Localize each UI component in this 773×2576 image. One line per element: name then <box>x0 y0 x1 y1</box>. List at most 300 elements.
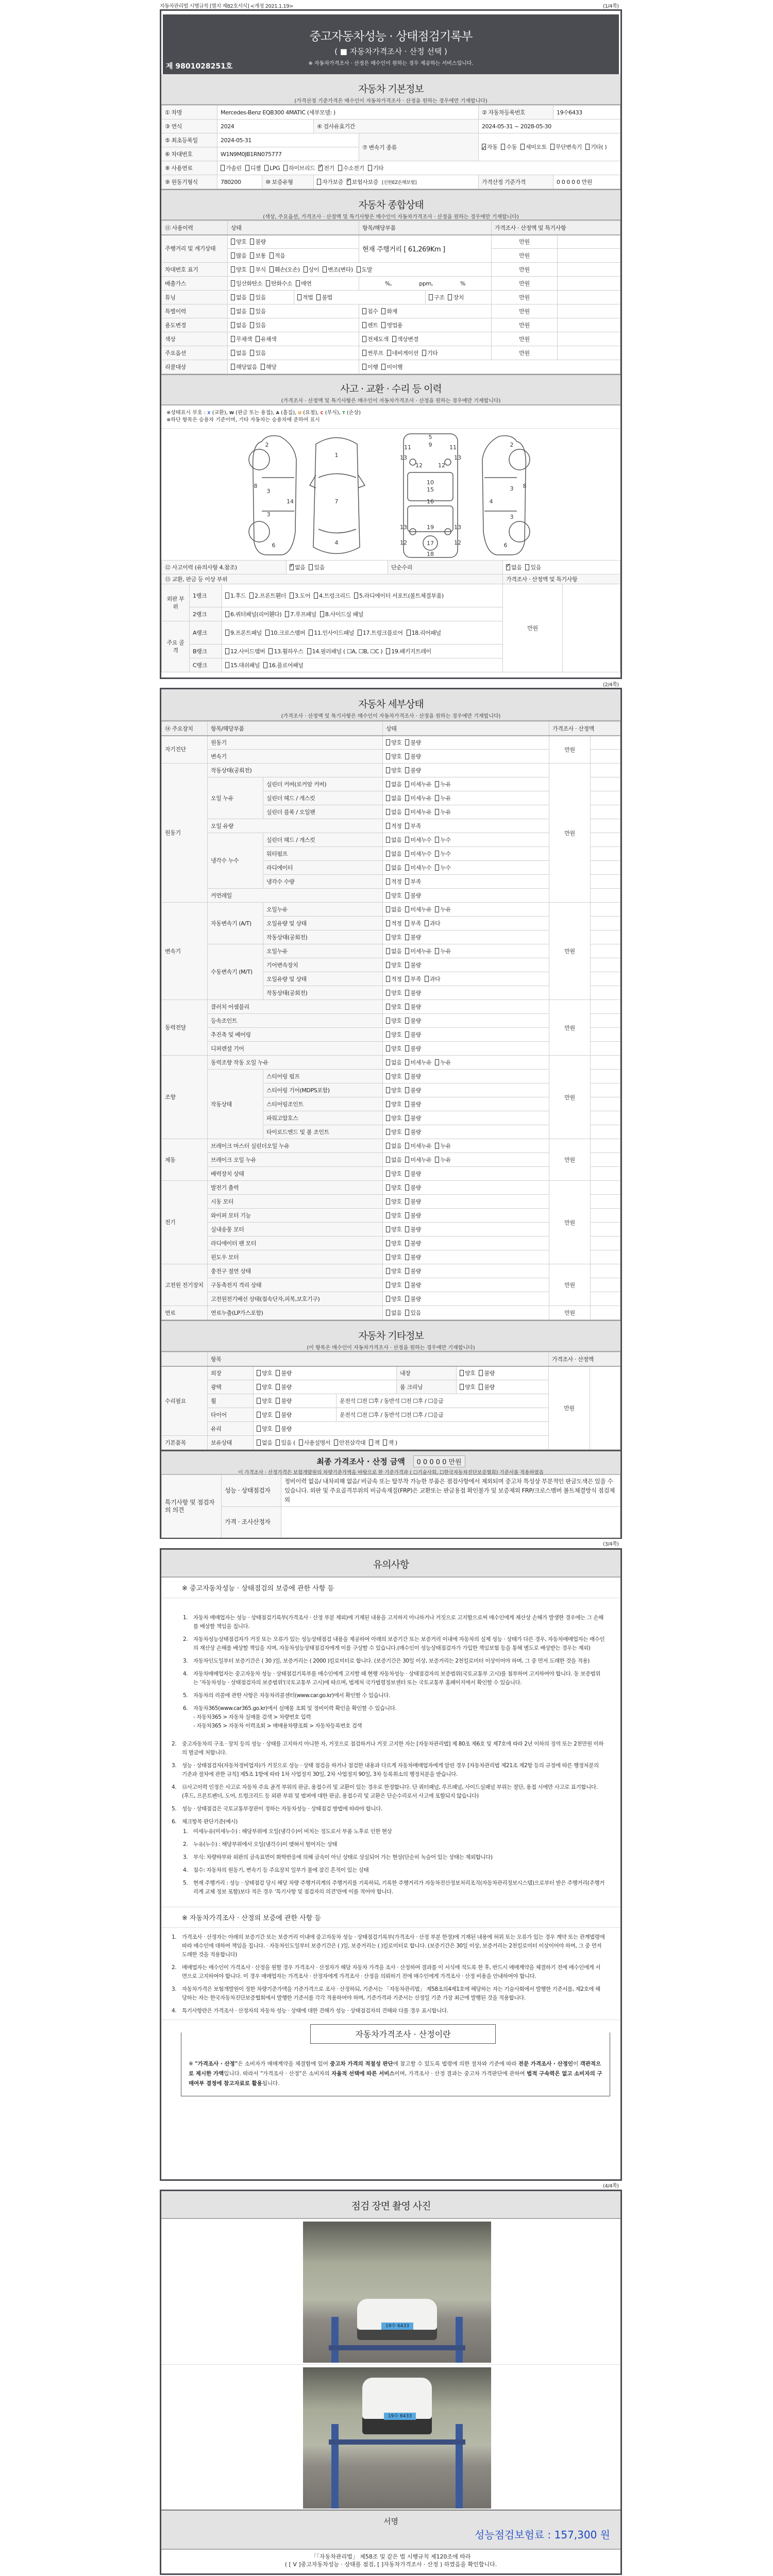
checkbox[interactable] <box>357 266 361 273</box>
checkbox[interactable] <box>405 739 409 745</box>
checkbox-option[interactable]: 해당없음 <box>231 363 257 371</box>
checkbox[interactable] <box>405 906 409 912</box>
checkbox-option[interactable]: 불량 <box>405 1183 421 1192</box>
checkbox[interactable] <box>250 266 254 273</box>
checkbox[interactable] <box>386 920 390 926</box>
checkbox-option[interactable]: 부식 <box>250 265 265 274</box>
checkbox[interactable] <box>231 350 235 356</box>
part-option[interactable]: 16.플로어패널 <box>263 662 303 669</box>
checkbox-option[interactable]: 자가보증 <box>317 178 343 186</box>
checkbox-option[interactable]: 불량 <box>405 933 421 941</box>
checkbox-option[interactable]: 누유 <box>435 794 450 802</box>
checkbox[interactable] <box>425 920 429 926</box>
checkbox[interactable] <box>386 976 390 982</box>
note-cell[interactable] <box>591 1292 620 1306</box>
part-option[interactable]: 11.인사이드패널 <box>309 629 354 637</box>
part-option[interactable]: 17.트렁크플로어 <box>358 629 403 637</box>
checkbox[interactable] <box>231 364 235 370</box>
checkbox[interactable] <box>225 611 229 617</box>
checkbox-option[interactable]: 렌트 <box>362 321 378 329</box>
checkbox[interactable] <box>276 1384 280 1390</box>
checkbox-option[interactable]: 잭 <box>369 1438 379 1447</box>
checkbox[interactable] <box>386 753 390 759</box>
checkbox-option[interactable]: 불량 <box>405 766 421 774</box>
note-cell[interactable] <box>591 944 620 958</box>
checkbox-option[interactable]: 불량 <box>405 1225 421 1233</box>
checkbox-option[interactable]: 있음 ( <box>276 1438 295 1447</box>
checkbox[interactable] <box>307 648 311 654</box>
checkbox-option[interactable]: 양호 <box>231 265 246 274</box>
checkbox[interactable] <box>405 837 409 843</box>
checkbox-option[interactable]: 있음 <box>250 307 265 315</box>
checkbox[interactable] <box>386 1129 390 1135</box>
checkbox[interactable] <box>338 165 342 171</box>
checkbox[interactable] <box>386 1240 390 1246</box>
note-cell[interactable] <box>591 1181 620 1195</box>
checkbox-option[interactable]: 적정 <box>386 975 401 983</box>
checkbox-option[interactable]: ✓ 전기 <box>318 164 334 172</box>
checkbox-option[interactable]: 영업용 <box>381 321 402 329</box>
checkbox-option[interactable]: 없음 <box>386 905 401 913</box>
checkbox[interactable] <box>264 165 268 171</box>
checkbox[interactable] <box>405 1045 409 1052</box>
checkbox[interactable] <box>405 1143 409 1149</box>
note-cell[interactable] <box>591 736 620 750</box>
note-cell[interactable] <box>591 1264 620 1278</box>
checkbox[interactable] <box>323 266 327 273</box>
checkbox[interactable] <box>231 266 235 273</box>
note-cell[interactable] <box>591 903 620 917</box>
checkbox-option[interactable]: 양호 <box>231 238 246 246</box>
checkbox[interactable] <box>405 1184 409 1191</box>
checkbox[interactable] <box>405 1004 409 1010</box>
note-cell[interactable] <box>591 777 620 791</box>
checkbox[interactable] <box>405 1268 409 1274</box>
checkbox-option[interactable]: 불량 <box>276 1397 291 1405</box>
checkbox-option[interactable]: 누유 <box>435 780 450 788</box>
checkbox-option[interactable]: 미세누유 <box>405 794 431 802</box>
checkbox[interactable] <box>405 892 409 899</box>
checkbox[interactable] <box>270 252 274 259</box>
checkbox[interactable] <box>422 350 426 356</box>
checkbox[interactable] <box>266 280 270 286</box>
checkbox[interactable] <box>386 1059 390 1065</box>
checkbox[interactable] <box>405 1157 409 1163</box>
checkbox[interactable] <box>386 648 390 654</box>
note-cell[interactable] <box>558 291 620 304</box>
note-cell[interactable] <box>591 764 620 777</box>
checkbox-option[interactable]: 매연 <box>296 279 311 287</box>
checkbox[interactable] <box>386 1087 390 1093</box>
checkbox[interactable] <box>405 851 409 857</box>
checkbox-option[interactable]: 적정 <box>386 877 401 886</box>
checkbox-option[interactable]: 불량 <box>276 1425 291 1433</box>
checkbox[interactable] <box>405 1073 409 1079</box>
checkbox-option[interactable]: 양호 <box>386 1044 401 1053</box>
checkbox-option[interactable]: ✓ 없음 <box>290 563 305 571</box>
checkbox-option[interactable]: 있음 <box>250 293 265 301</box>
note-cell[interactable] <box>558 304 620 318</box>
part-option[interactable]: 7.루프패널 <box>285 611 316 618</box>
checkbox-option[interactable]: 유채색 <box>256 335 277 343</box>
checkbox[interactable] <box>386 1157 390 1163</box>
checkbox[interactable] <box>405 823 409 829</box>
checkbox-option[interactable]: 양호 <box>386 1239 401 1247</box>
checkbox-option[interactable]: ✓ 보험사보증 <box>347 178 378 186</box>
checkbox[interactable] <box>381 364 385 370</box>
checkbox-option[interactable]: 양호 <box>386 1072 401 1080</box>
checkbox-option[interactable]: 미세누유 <box>405 947 431 955</box>
checkbox[interactable] <box>386 795 390 801</box>
checkbox-option[interactable]: 부족 <box>405 822 421 830</box>
checkbox[interactable] <box>250 308 254 314</box>
checkbox-option[interactable]: 미세누유 <box>405 1142 431 1150</box>
checkbox-option[interactable]: 누유 <box>435 1058 450 1066</box>
checkbox[interactable] <box>283 165 288 171</box>
checkbox[interactable] <box>405 1059 409 1065</box>
checkbox[interactable] <box>309 630 313 636</box>
checkbox[interactable] <box>369 1439 373 1446</box>
note-cell[interactable] <box>591 1278 620 1292</box>
checkbox-option[interactable]: 탄화수소 <box>266 279 292 287</box>
checkbox-option[interactable]: 미세누수 <box>405 836 431 844</box>
checkbox[interactable] <box>405 767 409 773</box>
checkbox[interactable] <box>225 648 229 654</box>
note-cell[interactable] <box>591 1014 620 1028</box>
checkbox-option[interactable]: 네비게이션 <box>387 349 418 357</box>
checkbox[interactable] <box>250 252 254 259</box>
checkbox[interactable] <box>362 322 366 328</box>
checkbox-option[interactable]: 화재 <box>381 307 397 315</box>
checkbox[interactable] <box>405 1101 409 1107</box>
checkbox[interactable] <box>392 336 396 342</box>
checkbox-option[interactable]: 양호 <box>386 1281 401 1289</box>
checkbox[interactable] <box>405 990 409 996</box>
checkbox[interactable] <box>231 252 235 259</box>
checkbox[interactable] <box>386 781 390 787</box>
checkbox[interactable] <box>231 322 235 328</box>
checkbox[interactable] <box>386 1184 390 1191</box>
checkbox-option[interactable]: 없음 <box>231 307 246 315</box>
note-cell[interactable] <box>591 930 620 944</box>
note-cell[interactable] <box>591 819 620 833</box>
checkbox-option[interactable]: 부족 <box>405 975 421 983</box>
checkbox[interactable] <box>257 1384 261 1390</box>
checkbox[interactable] <box>318 165 323 171</box>
checkbox-option[interactable]: 변조(변타) <box>323 265 353 274</box>
part-option[interactable]: 19.패키지트레이 <box>386 648 431 655</box>
checkbox[interactable] <box>221 165 225 171</box>
checkbox[interactable] <box>358 630 362 636</box>
checkbox[interactable] <box>270 266 274 273</box>
checkbox-option[interactable]: 가솔린 <box>221 164 242 172</box>
checkbox-option[interactable]: 일산화탄소 <box>231 279 262 287</box>
checkbox[interactable] <box>276 1439 280 1446</box>
checkbox[interactable] <box>250 239 254 245</box>
checkbox[interactable] <box>381 308 385 314</box>
checkbox[interactable] <box>386 1296 390 1302</box>
checkbox[interactable] <box>425 976 429 982</box>
checkbox[interactable] <box>435 781 439 787</box>
checkbox-option[interactable]: 없음 <box>231 293 246 301</box>
checkbox-option[interactable]: 무단변속기 <box>550 142 582 153</box>
note-cell[interactable] <box>591 1236 620 1250</box>
checkbox[interactable] <box>386 837 390 843</box>
checkbox[interactable] <box>250 350 254 356</box>
note-cell[interactable] <box>591 805 620 819</box>
checkbox[interactable] <box>386 892 390 899</box>
part-option[interactable]: 9.프론트패널 <box>225 629 262 637</box>
checkbox-option[interactable]: 불량 <box>405 1197 421 1206</box>
checkbox[interactable] <box>304 266 308 273</box>
note-cell[interactable] <box>591 1209 620 1223</box>
checkbox-option[interactable]: 양호 <box>386 738 401 747</box>
checkbox[interactable] <box>520 144 525 150</box>
note-cell[interactable] <box>591 847 620 861</box>
checkbox[interactable] <box>386 1268 390 1274</box>
note-cell[interactable] <box>591 1167 620 1181</box>
checkbox-option[interactable]: 불법 <box>316 293 332 301</box>
note-cell[interactable] <box>563 584 620 672</box>
checkbox[interactable] <box>297 294 301 300</box>
checkbox-option[interactable]: ✓ 없음 <box>506 563 522 571</box>
checkbox-option[interactable]: 안전삼각대 <box>334 1438 365 1447</box>
checkbox-option[interactable]: 양호 <box>386 1197 401 1206</box>
checkbox-option[interactable]: 불량 <box>405 1253 421 1261</box>
note-cell[interactable] <box>591 1000 620 1014</box>
checkbox[interactable] <box>386 906 390 912</box>
checkbox[interactable] <box>316 294 321 300</box>
checkbox-option[interactable]: 수소전기 <box>338 164 364 172</box>
note-cell[interactable] <box>558 277 620 291</box>
checkbox-option[interactable]: 적법 <box>297 293 313 301</box>
checkbox-option[interactable]: 양호 <box>386 1225 401 1233</box>
checkbox[interactable] <box>386 878 390 885</box>
checkbox[interactable] <box>257 1426 261 1432</box>
note-cell[interactable] <box>558 249 620 263</box>
checkbox-option[interactable]: 누유 <box>435 808 450 816</box>
checkbox-option[interactable]: 불량 <box>405 1211 421 1219</box>
checkbox[interactable] <box>501 144 505 150</box>
checkbox-option[interactable]: 미세누유 <box>405 780 431 788</box>
checkbox[interactable] <box>296 280 300 286</box>
checkbox-option[interactable]: 없음 <box>257 1438 272 1447</box>
checkbox[interactable] <box>460 1370 464 1376</box>
checkbox-option[interactable]: 미세누수 <box>405 850 431 858</box>
checkbox[interactable] <box>386 865 390 871</box>
checkbox-option[interactable]: 불량 <box>405 1114 421 1122</box>
checkbox[interactable] <box>386 767 390 773</box>
part-option[interactable]: 8.사이드실 패널 <box>320 611 363 618</box>
checkbox[interactable] <box>386 823 390 829</box>
checkbox-option[interactable]: 없음 <box>386 947 401 955</box>
checkbox[interactable] <box>435 948 439 954</box>
checkbox-option[interactable]: 미이행 <box>381 363 402 371</box>
part-option[interactable]: 12.사이드멤버 <box>225 648 265 655</box>
checkbox[interactable] <box>585 144 590 150</box>
checkbox-option[interactable]: 양호 <box>257 1383 272 1391</box>
checkbox-option[interactable]: 부족 <box>405 919 421 927</box>
checkbox[interactable] <box>405 1115 409 1121</box>
checkbox[interactable] <box>257 1439 261 1446</box>
checkbox[interactable] <box>407 630 411 636</box>
checkbox[interactable] <box>386 962 390 968</box>
checkbox[interactable] <box>435 865 439 871</box>
checkbox[interactable] <box>386 1073 390 1079</box>
photo-image[interactable] <box>303 2367 491 2509</box>
checkbox-option[interactable]: 없음 <box>386 850 401 858</box>
checkbox-option[interactable]: 있음 <box>250 321 265 329</box>
checkbox[interactable] <box>405 1087 409 1093</box>
checkbox[interactable] <box>405 809 409 815</box>
checkbox[interactable] <box>386 1115 390 1121</box>
checkbox-option[interactable]: 불량 <box>405 1128 421 1136</box>
note-cell[interactable] <box>558 346 620 360</box>
checkbox[interactable] <box>231 308 235 314</box>
checkbox-option[interactable]: 없음 <box>386 863 401 872</box>
note-cell[interactable] <box>591 1153 620 1167</box>
checkbox[interactable] <box>276 1370 280 1376</box>
checkbox-option[interactable]: 훼손(오손) <box>270 265 300 274</box>
checkbox-option[interactable]: 양호 <box>386 961 401 969</box>
note-cell[interactable] <box>591 1097 620 1111</box>
checkbox-option[interactable]: 불량 <box>276 1383 291 1391</box>
checkbox[interactable] <box>265 630 270 636</box>
checkbox[interactable] <box>435 851 439 857</box>
note-cell[interactable] <box>591 1083 620 1097</box>
checkbox-option[interactable]: 불량 <box>405 891 421 900</box>
note-cell[interactable] <box>591 1223 620 1236</box>
checkbox-option[interactable]: 양호 <box>386 1128 401 1136</box>
checkbox-option[interactable]: 있음 <box>525 563 541 571</box>
checkbox-option[interactable]: 기타 <box>422 349 438 357</box>
checkbox-option[interactable]: LPG <box>264 165 280 172</box>
checkbox[interactable] <box>245 165 249 171</box>
checkbox-option[interactable]: 없음 <box>386 1309 401 1317</box>
checkbox[interactable] <box>387 350 391 356</box>
checkbox-option[interactable]: 보통 <box>250 251 265 260</box>
note-cell[interactable] <box>591 1125 620 1139</box>
checkbox-option[interactable]: 불량 <box>405 1100 421 1108</box>
part-option[interactable]: 13.휠하우스 <box>268 648 303 655</box>
photo-image[interactable] <box>303 2222 491 2363</box>
checkbox[interactable] <box>334 1439 338 1446</box>
checkbox[interactable] <box>290 564 294 570</box>
checkbox[interactable] <box>479 1370 483 1376</box>
checkbox[interactable] <box>386 1004 390 1010</box>
checkbox-option[interactable]: 불량 <box>276 1411 291 1419</box>
checkbox[interactable] <box>550 144 554 150</box>
checkbox-option[interactable]: 누수 <box>435 863 450 872</box>
checkbox-option[interactable]: 양호 <box>386 766 401 774</box>
checkbox[interactable] <box>249 592 254 599</box>
checkbox-option[interactable]: 양호 <box>386 1086 401 1094</box>
note-cell[interactable] <box>591 1028 620 1042</box>
part-option[interactable]: 5.라디에이터 서포트(볼트체결부품) <box>354 592 444 600</box>
checkbox-option[interactable]: 적음 <box>270 251 285 260</box>
checkbox[interactable] <box>386 1045 390 1052</box>
checkbox-option[interactable]: 불량 <box>276 1369 291 1377</box>
checkbox[interactable] <box>354 592 358 599</box>
checkbox[interactable] <box>405 865 409 871</box>
checkbox-option[interactable]: 색상변경 <box>392 335 418 343</box>
checkbox[interactable] <box>362 336 366 342</box>
part-option[interactable]: 3.도어 <box>290 592 310 600</box>
note-cell[interactable] <box>591 972 620 986</box>
checkbox-option[interactable]: 양호 <box>386 1211 401 1219</box>
checkbox[interactable] <box>362 350 366 356</box>
part-option[interactable]: 14.필러패널 ( ☐A, ☐B, ☐C ) <box>307 648 383 655</box>
checkbox[interactable] <box>383 1439 387 1446</box>
note-cell[interactable] <box>591 1195 620 1209</box>
checkbox[interactable] <box>405 781 409 787</box>
checkbox-option[interactable]: 양호 <box>460 1369 475 1377</box>
checkbox-option[interactable]: 미세누수 <box>405 863 431 872</box>
checkbox-option[interactable]: 과다 <box>425 975 440 983</box>
checkbox-option[interactable]: 있음 <box>250 349 265 357</box>
checkbox[interactable] <box>405 1129 409 1135</box>
checkbox[interactable] <box>231 294 235 300</box>
checkbox[interactable] <box>257 1398 261 1404</box>
checkbox[interactable] <box>386 1171 390 1177</box>
checkbox[interactable] <box>386 1310 390 1316</box>
checkbox-option[interactable]: 없음 <box>386 780 401 788</box>
checkbox-option[interactable]: 불량 <box>405 1239 421 1247</box>
checkbox[interactable] <box>314 592 318 599</box>
checkbox[interactable] <box>405 1310 409 1316</box>
checkbox[interactable] <box>299 1439 303 1446</box>
checkbox-option[interactable]: 양호 <box>386 933 401 941</box>
checkbox-option[interactable]: 침수 <box>362 307 378 315</box>
checkbox-option[interactable]: 누수 <box>435 836 450 844</box>
checkbox-option[interactable]: 불량 <box>405 1170 421 1178</box>
checkbox-option[interactable]: 불량 <box>405 1295 421 1303</box>
checkbox-option[interactable]: 부족 <box>405 877 421 886</box>
checkbox[interactable] <box>405 878 409 885</box>
note-cell[interactable] <box>591 1306 620 1320</box>
checkbox-option[interactable]: 미세누유 <box>405 1058 431 1066</box>
checkbox-option[interactable]: 누유 <box>435 947 450 955</box>
checkbox[interactable] <box>386 1143 390 1149</box>
note-cell[interactable] <box>591 1056 620 1070</box>
checkbox[interactable] <box>250 294 254 300</box>
checkbox-option[interactable]: 불량 <box>405 961 421 969</box>
note-cell[interactable] <box>591 750 620 764</box>
checkbox[interactable] <box>386 934 390 940</box>
checkbox-option[interactable]: 불량 <box>479 1369 494 1377</box>
checkbox[interactable] <box>506 564 510 570</box>
checkbox[interactable] <box>320 611 324 617</box>
checkbox[interactable] <box>261 364 265 370</box>
note-cell[interactable] <box>591 1111 620 1125</box>
checkbox-option[interactable]: 불량 <box>405 1030 421 1039</box>
note-cell[interactable] <box>591 1250 620 1264</box>
checkbox-option[interactable]: 없음 <box>386 1142 401 1150</box>
checkbox[interactable] <box>405 795 409 801</box>
checkbox[interactable] <box>276 1398 280 1404</box>
note-cell[interactable] <box>591 958 620 972</box>
checkbox[interactable] <box>479 1384 483 1390</box>
checkbox[interactable] <box>362 364 366 370</box>
checkbox-option[interactable]: 불량 <box>405 1044 421 1053</box>
checkbox-option[interactable]: 불량 <box>405 1003 421 1011</box>
checkbox-option[interactable]: 미세누유 <box>405 905 431 913</box>
note-cell[interactable] <box>558 263 620 277</box>
checkbox-option[interactable]: 잭 ) <box>383 1438 397 1447</box>
checkbox[interactable] <box>256 336 260 342</box>
checkbox-option[interactable]: 불량 <box>405 1072 421 1080</box>
part-option[interactable]: 1.후드 <box>225 592 246 600</box>
